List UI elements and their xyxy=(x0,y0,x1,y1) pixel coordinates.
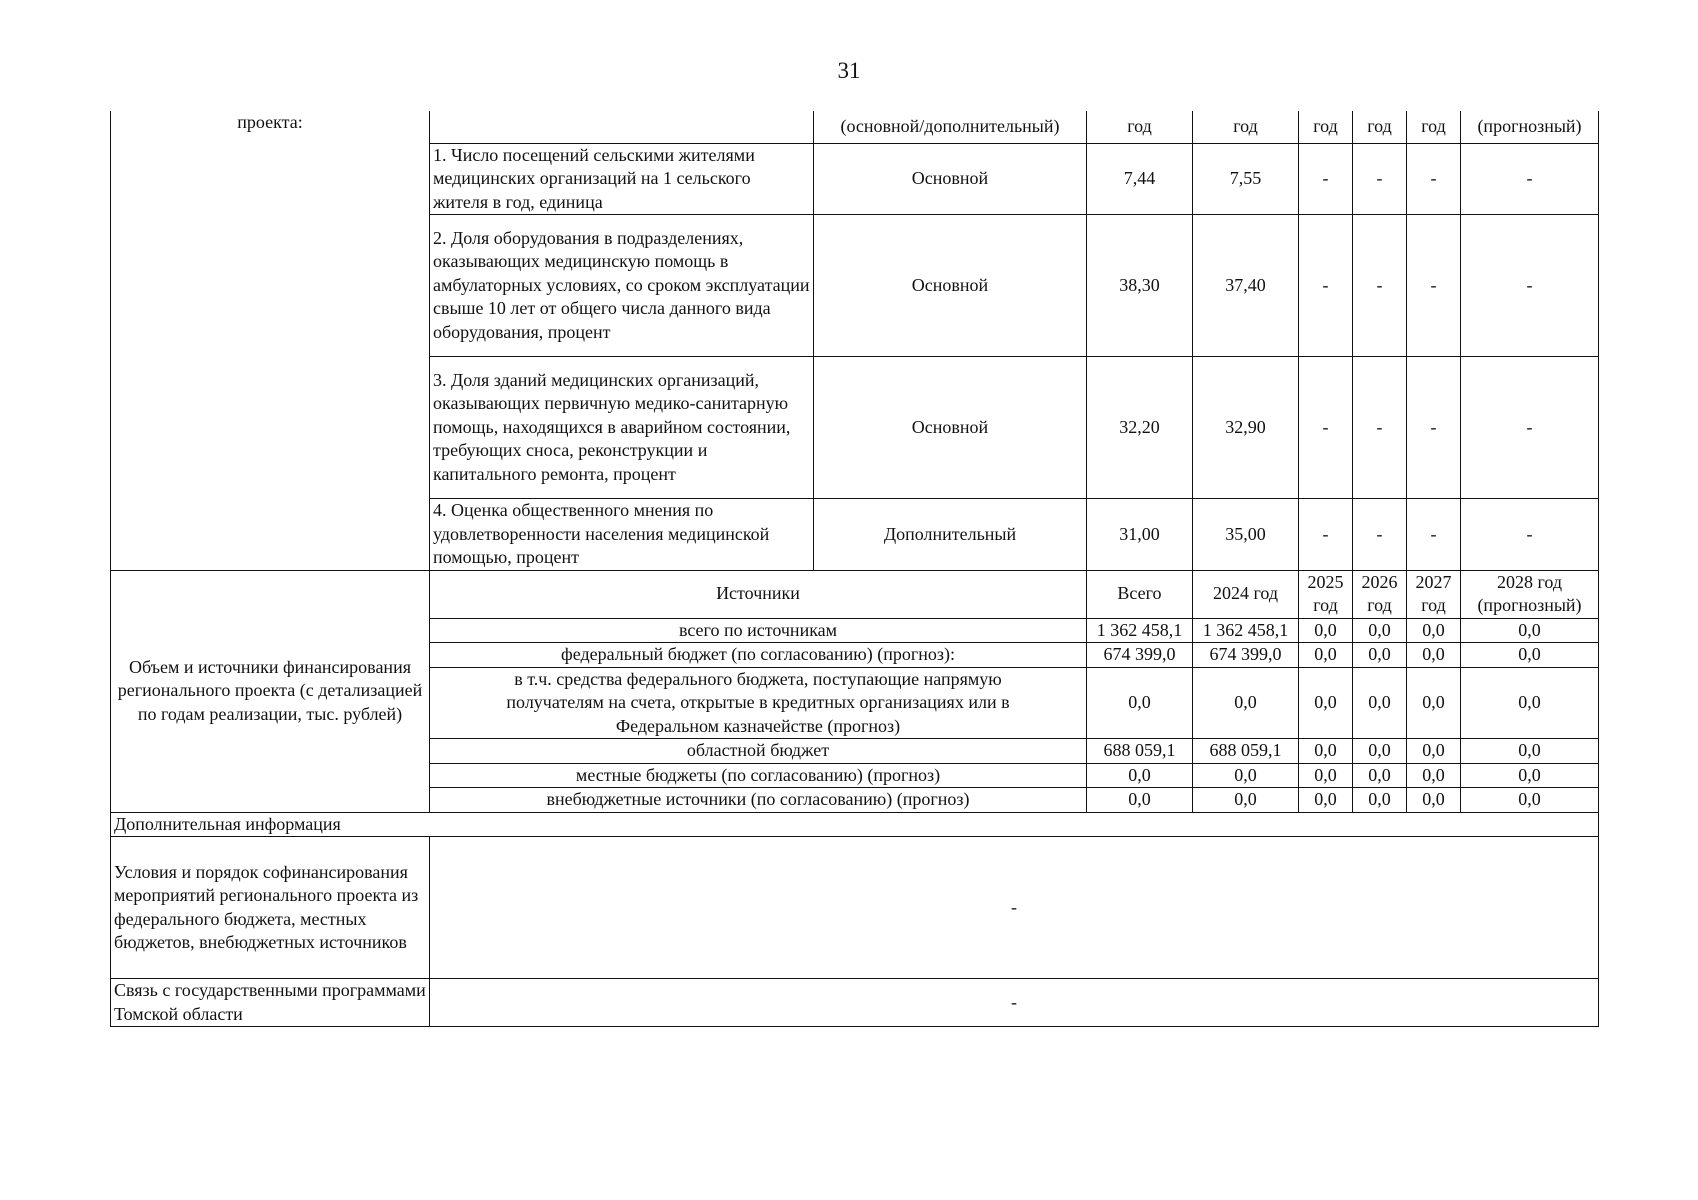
financing-value: 0,0 xyxy=(1299,788,1353,813)
programs-link-value: - xyxy=(430,979,1599,1027)
financing-value: 0,0 xyxy=(1299,643,1353,668)
indicator-value: - xyxy=(1407,143,1461,215)
indicator-type: Основной xyxy=(814,215,1087,357)
financing-value: 0,0 xyxy=(1461,667,1599,739)
indicator-type-header: (основной/дополнительный) xyxy=(814,111,1087,143)
indicator-type: Дополнительный xyxy=(814,499,1087,571)
indicator-value: - xyxy=(1353,357,1407,499)
indicators-header-row xyxy=(111,111,1599,143)
financing-value: 0,0 xyxy=(1087,667,1193,739)
financing-source: федеральный бюджет (по согласованию) (прогноз): xyxy=(430,643,1087,668)
additional-info-title: Дополнительная информация xyxy=(111,812,1599,837)
financing-value: 0,0 xyxy=(1299,739,1353,764)
indicator-year-header: год xyxy=(1407,111,1461,143)
indicator-value: - xyxy=(1407,357,1461,499)
financing-source: внебюджетные источники (по согласованию) (прогноз) xyxy=(430,788,1087,813)
financing-header-row xyxy=(111,570,1599,618)
financing-value: 0,0 xyxy=(1299,618,1353,643)
financing-value: 0,0 xyxy=(1461,788,1599,813)
financing-value: 0,0 xyxy=(1353,763,1407,788)
financing-value: 0,0 xyxy=(1193,763,1299,788)
financing-value: 0,0 xyxy=(1353,739,1407,764)
financing-value: 674 399,0 xyxy=(1193,643,1299,668)
financing-total-header: Всего xyxy=(1087,570,1193,618)
financing-value: 0,0 xyxy=(1461,763,1599,788)
indicator-value: - xyxy=(1461,215,1599,357)
financing-value: 0,0 xyxy=(1087,788,1193,813)
financing-year-header: 2024 год xyxy=(1193,570,1299,618)
indicator-value: - xyxy=(1461,499,1599,571)
financing-value: 0,0 xyxy=(1407,667,1461,739)
indicator-value: 7,44 xyxy=(1087,143,1193,215)
financing-value: 0,0 xyxy=(1407,788,1461,813)
indicator-value: 7,55 xyxy=(1193,143,1299,215)
financing-value: 0,0 xyxy=(1407,763,1461,788)
indicator-value: 32,20 xyxy=(1087,357,1193,499)
indicator-value: - xyxy=(1407,215,1461,357)
financing-value: 0,0 xyxy=(1087,763,1193,788)
indicator-value: - xyxy=(1353,143,1407,215)
financing-label: Объем и источники финансирования регионального проекта (с детализацией по годам реализации, тыс. рублей) xyxy=(111,570,430,812)
passport-table xyxy=(110,111,1599,1027)
indicator-value: - xyxy=(1461,357,1599,499)
page-number: 31 xyxy=(837,58,861,83)
programs-link-row xyxy=(111,979,1599,1027)
financing-sources-header: Источники xyxy=(430,570,1087,618)
financing-value: 688 059,1 xyxy=(1193,739,1299,764)
cofinancing-row xyxy=(111,837,1599,979)
indicator-value: 35,00 xyxy=(1193,499,1299,571)
indicator-value: - xyxy=(1299,499,1353,571)
cofinancing-label: Условия и порядок софинансирования мероприятий регионального проекта из федерального бюджета, местных бюджетов, внебюджетных источников xyxy=(111,837,430,979)
financing-value: 0,0 xyxy=(1461,618,1599,643)
indicator-value: - xyxy=(1299,143,1353,215)
financing-year-header: 2025 год xyxy=(1299,570,1353,618)
indicator-year-header: год xyxy=(1353,111,1407,143)
financing-value: 0,0 xyxy=(1353,643,1407,668)
financing-value: 688 059,1 xyxy=(1087,739,1193,764)
indicator-type: Основной xyxy=(814,357,1087,499)
cofinancing-value: - xyxy=(430,837,1599,979)
indicator-value: 37,40 xyxy=(1193,215,1299,357)
indicator-value: - xyxy=(1299,215,1353,357)
indicator-name-header xyxy=(430,111,814,143)
indicator-year-header: (прогнозный) xyxy=(1461,111,1599,143)
financing-source: областной бюджет xyxy=(430,739,1087,764)
indicator-value: - xyxy=(1299,357,1353,499)
financing-value: 0,0 xyxy=(1353,618,1407,643)
financing-value: 0,0 xyxy=(1461,643,1599,668)
financing-value: 1 362 458,1 xyxy=(1193,618,1299,643)
indicator-year-header: год xyxy=(1299,111,1353,143)
financing-value: 1 362 458,1 xyxy=(1087,618,1193,643)
financing-value: 0,0 xyxy=(1299,763,1353,788)
financing-value: 0,0 xyxy=(1353,788,1407,813)
financing-year-header: 2027 год xyxy=(1407,570,1461,618)
financing-value: 0,0 xyxy=(1407,739,1461,764)
indicator-year-header: год xyxy=(1193,111,1299,143)
financing-source: в т.ч. средства федерального бюджета, поступающие напрямую получателям на счета, открытые в кредитных организациях или в Федеральном казначействе (прогноз) xyxy=(430,667,1087,739)
financing-value: 0,0 xyxy=(1193,667,1299,739)
indicator-value: 38,30 xyxy=(1087,215,1193,357)
financing-source: местные бюджеты (по согласованию) (прогноз) xyxy=(430,763,1087,788)
financing-value: 674 399,0 xyxy=(1087,643,1193,668)
financing-year-header: 2026 год xyxy=(1353,570,1407,618)
financing-value: 0,0 xyxy=(1299,667,1353,739)
indicator-value: 31,00 xyxy=(1087,499,1193,571)
indicator-type: Основной xyxy=(814,143,1087,215)
financing-value: 0,0 xyxy=(1193,788,1299,813)
indicator-value: 32,90 xyxy=(1193,357,1299,499)
indicators-left-label: проекта: xyxy=(111,111,430,570)
indicator-name: 4. Оценка общественного мнения по удовлетворенности населения медицинской помощью, процент xyxy=(430,499,814,571)
financing-year-header: 2028 год (прогнозный) xyxy=(1461,570,1599,618)
financing-value: 0,0 xyxy=(1407,643,1461,668)
indicator-value: - xyxy=(1353,499,1407,571)
programs-link-label: Связь с государственными программами Томской области xyxy=(111,979,430,1027)
financing-value: 0,0 xyxy=(1461,739,1599,764)
indicator-name: 2. Доля оборудования в подразделениях, оказывающих медицинскую помощь в амбулаторных условиях, со сроком эксплуатации свыше 10 лет от общего числа данного вида оборудования, процент xyxy=(430,215,814,357)
indicator-value: - xyxy=(1353,215,1407,357)
indicator-name: 3. Доля зданий медицинских организаций, оказывающих первичную медико-санитарную помощь, находящихся в аварийном состоянии, требующих сноса, реконструкции и капитального ремонта, процент xyxy=(430,357,814,499)
additional-info-row xyxy=(111,812,1599,837)
indicator-value: - xyxy=(1407,499,1461,571)
indicator-year-header: год xyxy=(1087,111,1193,143)
indicator-name: 1. Число посещений сельскими жителями медицинских организаций на 1 сельского жителя в год, единица xyxy=(430,143,814,215)
financing-source: всего по источникам xyxy=(430,618,1087,643)
financing-value: 0,0 xyxy=(1407,618,1461,643)
indicator-value: - xyxy=(1461,143,1599,215)
financing-value: 0,0 xyxy=(1353,667,1407,739)
